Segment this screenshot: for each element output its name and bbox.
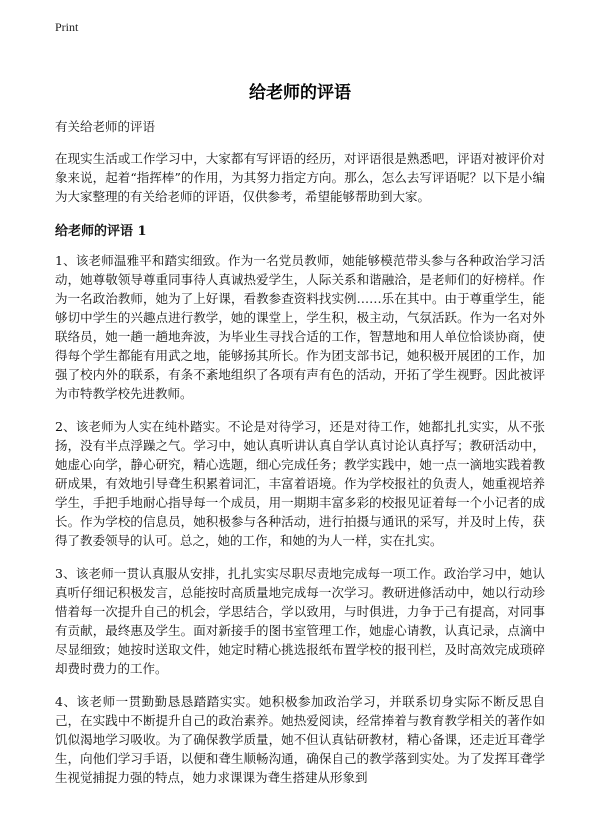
document-subtitle: 有关给老师的评语 bbox=[55, 119, 156, 134]
document-body bbox=[55, 78, 545, 801]
comment-paragraph-3: 3、该老师一贯认真服从安排，扎扎实实尽职尽责地完成每一项工作。政治学习中，她认真听仔细记积极发言，总能按时高质量地完成每一次学习。教研进修活动中，她以行动珍惜着每一次提升自己的机会，学思结合，学以致用，与时俱进，力争于己有提高，对同事有贡献，最终惠及学生。面对新接手的图书室管理工作，她虚心请教，认真记录，点滴中尽显细致；她按时送取文件，她定时精心挑选报纸布置学校的报刊栏，及时高效完成琐碎却费时费力的工作。 bbox=[55, 566, 545, 676]
page-title: 给老师的评语 bbox=[249, 83, 351, 103]
intro-paragraph: 在现实生活或工作学习中，大家都有写评语的经历，对评语很是熟悉吧，评语对被评价对象来说，起着“指挥棒”的作用，为其努力指定方向。那么，怎么去写评语呢？以下是小编为大家整理的有关给老师的评语，仅供参考，希望能够帮助到大家。 bbox=[55, 151, 545, 204]
print-link[interactable]: Print bbox=[55, 20, 79, 34]
comment-paragraph-2: 2、该老师为人实在纯朴踏实。不论是对待学习，还是对待工作，她都扎扎实实，从不张扬，没有半点浮躁之气。学习中，她认真听讲认真自学认真讨论认真抒写；教研活动中，她虚心向学，静心研究，精心选题，细心完成任务；教学实践中，她一点一滴地实践着教研成果，有效地引导聋生积累着词汇，丰富着语境。作为学校报社的负责人，她重视培养学生，手把手地耐心指导每一个成员，用一期期丰富多彩的校报见证着每一个小记者的成长。作为学校的信息员，她积极参与各种活动，进行拍摄与通讯的采写，并及时上传，获得了教委领导的认可。总之，她的工作，和她的为人一样，实在扎实。 bbox=[55, 419, 545, 548]
comment-paragraph-1: 1、该老师温雅平和踏实细致。作为一名党员教师，她能够模范带头参与各种政治学习活动，她尊敬领导尊重同事待人真诚热爱学生，人际关系和谐融洽，是老师们的好榜样。作为一名政治教师，她为了上好课，看教参查资料找实例……乐在其中。由于尊重学生，能够切中学生的兴趣点进行教学，她的课堂上，学生积，极主动，气氛活跃。作为一名对外联络员，她一趟一趟地奔波，为毕业生寻找合适的工作，智慧地和用人单位恰谈协商，使得每个学生都能有用武之地，能够扬其所长。作为团支部书记，她积极开展团的工作，加强了校内外的联系，有条不紊地组织了各项有声有色的活动，开拓了学生视野。因此被评为市特教学校先进教师。 bbox=[55, 253, 545, 401]
section-heading: 给老师的评语 1 bbox=[55, 224, 147, 239]
comment-paragraph-4: 4、该老师一贯勤勤恳恳踏踏实实。她积极参加政治学习，并联系切身实际不断反思自己，在实践中不断提升自己的政治素养。她热爱阅读，经常捧着与教育教学相关的著作如饥似渴地学习吸收。为了确保教学质量，她不但认真钻研教材，精心备课，还走近耳聋学生，向他们学习手语，以便和聋生顺畅沟通，确保自己的教学落到实处。为了发挥耳聋学生视觉捕捉力强的特点，她力求课课为聋生搭建从形象到 bbox=[55, 694, 545, 785]
